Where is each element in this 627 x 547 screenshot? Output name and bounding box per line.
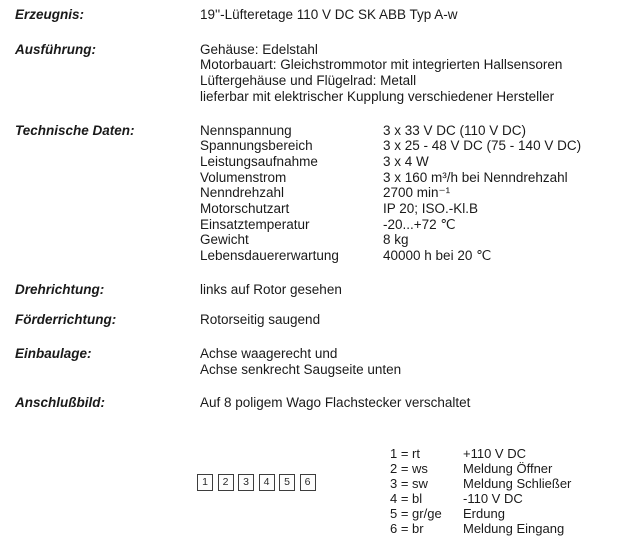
tech-value: 3 x 4 W (383, 153, 429, 169)
einbaulage-line: Achse senkrecht Saugseite unten (200, 361, 402, 377)
tech-param: Lebensdauererwartung (200, 248, 339, 264)
tech-param: Spannungsbereich (200, 138, 313, 154)
pin-wire-code: 1 = rt (390, 446, 420, 462)
connector-pin-box-5: 5 (279, 474, 295, 491)
field-label-foerderrichtung: Förderrichtung: (15, 311, 117, 327)
field-label-drehrichtung: Drehrichtung: (15, 281, 105, 297)
field-value-drehrichtung: links auf Rotor gesehen (200, 281, 342, 297)
field-label-ausfuehrung: Ausführung: (15, 41, 96, 57)
tech-value: 8 kg (383, 232, 409, 248)
pin-assignment-row (390, 446, 571, 461)
pin-function: -110 V DC (463, 491, 523, 507)
connection-diagram (15, 446, 627, 546)
tech-row-gewicht (200, 232, 627, 248)
tech-param: Nennspannung (200, 122, 292, 138)
pin-function: Meldung Eingang (463, 521, 565, 537)
ausfuehrung-line: Gehäuse: Edelstahl (200, 41, 318, 57)
field-label-erzeugnis: Erzeugnis: (15, 7, 85, 22)
pin-wire-code: 4 = bl (390, 491, 423, 507)
technische-daten-table (200, 123, 627, 264)
pin-wire-code: 6 = br (390, 521, 424, 537)
tech-param: Motorschutzart (200, 201, 290, 217)
field-label-anschlussbild: Anschlußbild: (15, 394, 105, 410)
tech-value: IP 20; ISO.-Kl.B (383, 201, 479, 217)
tech-row-einsatztemperatur (200, 217, 627, 233)
pin-wire-code: 3 = sw (390, 476, 428, 492)
connector-pin-box-2: 2 (218, 474, 234, 491)
section-ausfuehrung (15, 42, 627, 105)
pin-function: Meldung Schließer (463, 476, 572, 492)
einbaulage-line: Achse waagerecht und (200, 346, 338, 362)
ausfuehrung-line: lieferbar mit elektrischer Kupplung verschiedener Hersteller (200, 88, 555, 104)
section-einbaulage (15, 346, 627, 377)
pin-function: Erdung (463, 506, 505, 522)
tech-row-spannungsbereich (200, 138, 627, 154)
pin-wire-code: 5 = gr/ge (390, 506, 442, 522)
pin-function: Meldung Öffner (463, 461, 553, 477)
pin-function: +110 V DC (463, 446, 526, 462)
tech-value: 2700 min⁻¹ (383, 185, 451, 201)
connector-pin-box-3: 3 (238, 474, 254, 491)
ausfuehrung-line: Lüftergehäuse und Flügelrad: Metall (200, 73, 417, 89)
tech-param: Volumenstrom (200, 169, 287, 185)
connector-pin-box-1: 1 (197, 474, 213, 491)
section-technische-daten (15, 123, 627, 264)
field-value-anschlussbild: Auf 8 poligem Wago Flachstecker verschaltet (200, 394, 471, 410)
section-anschlussbild (15, 395, 627, 411)
tech-param: Nenndrehzahl (200, 185, 285, 201)
pin-assignment-row (390, 491, 571, 506)
field-label-technische-daten: Technische Daten: (15, 122, 135, 138)
section-foerderrichtung (15, 312, 627, 328)
connector-pin-box-6: 6 (300, 474, 316, 491)
section-erzeugnis (15, 7, 627, 23)
wago-connector-diagram (197, 474, 320, 491)
tech-row-motorschutzart (200, 201, 627, 217)
tech-row-leistungsaufnahme (200, 154, 627, 170)
field-value-erzeugnis: 19''-Lüfteretage 110 V DC SK ABB Typ A-w (200, 7, 458, 22)
pin-assignment-row (390, 521, 571, 536)
tech-value: -20...+72 ℃ (383, 216, 456, 232)
tech-value: 3 x 25 - 48 V DC (75 - 140 V DC) (383, 138, 582, 154)
pin-assignment-row (390, 506, 571, 521)
tech-param: Einsatztemperatur (200, 216, 310, 232)
tech-value: 3 x 160 m³/h bei Nenndrehzahl (383, 169, 568, 185)
pin-assignment-row (390, 461, 571, 476)
field-value-einbaulage (200, 346, 627, 377)
tech-row-volumenstrom (200, 170, 627, 186)
tech-param: Leistungsaufnahme (200, 153, 318, 169)
pin-assignment-row (390, 476, 571, 491)
pin-wire-code: 2 = ws (390, 461, 428, 477)
field-value-ausfuehrung (200, 42, 627, 105)
tech-row-lebensdauererwartung (200, 248, 627, 264)
pin-assignment-table (390, 446, 571, 536)
field-label-einbaulage: Einbaulage: (15, 346, 92, 362)
tech-value: 3 x 33 V DC (110 V DC) (383, 122, 527, 138)
tech-param: Gewicht (200, 232, 249, 248)
field-value-foerderrichtung: Rotorseitig saugend (200, 311, 321, 327)
tech-row-nenndrehzahl (200, 185, 627, 201)
ausfuehrung-line: Motorbauart: Gleichstrommotor mit integrierten Hallsensoren (200, 57, 563, 73)
tech-value: 40000 h bei 20 ℃ (383, 248, 492, 264)
tech-row-nennspannung (200, 123, 627, 139)
section-drehrichtung (15, 282, 627, 298)
connector-pin-box-4: 4 (259, 474, 275, 491)
